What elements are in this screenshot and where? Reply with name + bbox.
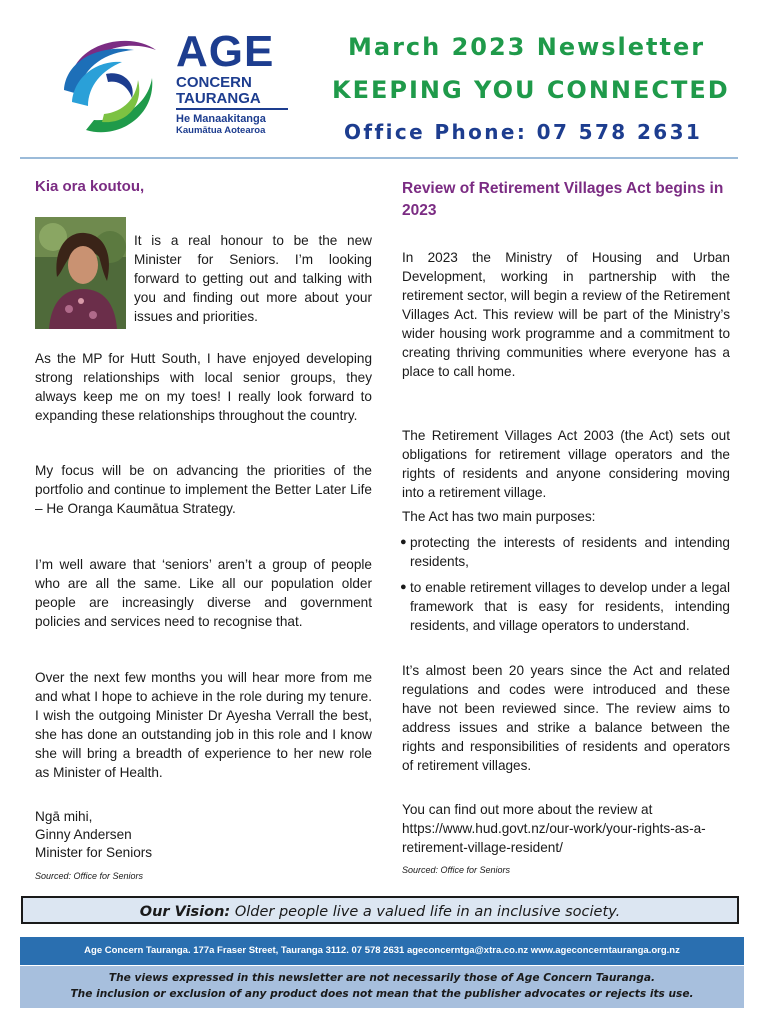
source-note: Sourced: Office for Seniors [402,865,511,875]
org-maori-name-line1: He Manaakitanga [176,113,266,125]
greeting-heading: Kia ora koutou, [35,178,145,195]
disclaimer-line: The inclusion or exclusion of any product does not mean that the publisher advocates or rejects its use. [70,988,694,1000]
bullet-icon: ● [400,536,407,548]
right-paragraph: The Act has two main purposes: [402,509,596,524]
left-paragraph: Over the next few months you will hear more from me and what I hope to achieve in the role during my tenure. I wish the outgoing Minister Dr Ayesha Verrall the best, she has done an outstanding job in this role and I know she will bring a breadth of experience to her new role as Minister of Health. [35,670,372,780]
list-item-text: protecting the interests of residents and intending residents, [410,535,730,569]
bullet-icon: ● [400,581,407,593]
vision-label: Our Vision: [139,904,231,920]
right-paragraph: It’s almost been 20 years since the Act and related regulations and codes were introduced and these have not been reviewed since. The review aims to address issues and strike a balance between the rights and responsibilities of residents and operators of retirement villages. [402,663,730,773]
newsletter-title: March 2023 Newsletter [348,33,706,61]
article-heading: Review of Retirement Villages Act begins in 2023 [402,180,724,219]
left-paragraph: I’m well aware that ‘seniors’ aren’t a group of people who are all the same. Like all our population older people are increasingly diverse and government policies and services need to recognise that. [35,557,372,629]
signatory-name: Ginny Andersen [35,827,132,842]
org-name-tauranga: TAURANGA [176,90,261,107]
disclaimer-line: The views expressed in this newsletter are not necessarily those of Age Concern Tauranga. [108,972,656,984]
source-note: Sourced: Office for Seniors [35,871,144,881]
right-paragraph: The Retirement Villages Act 2003 (the Act) sets out obligations for retirement village operators and the rights of residents and anyone considering moving into a retirement village. [402,428,730,500]
left-paragraph: As the MP for Hutt South, I have enjoyed developing strong relationships with local senior groups, they always keep me on my toes! I really look forward to expanding these relationships throughout the country. [35,351,372,423]
list-item [400,533,730,571]
org-name-age: AGE [176,27,275,76]
office-phone: Office Phone: 07 578 2631 [344,120,703,144]
org-name-concern: CONCERN [176,74,252,91]
review-link-paragraph[interactable]: You can find out more about the review at https://www.hud.govt.nz/our-work/your-rights-as-a-retirement-village-resident/ [402,802,706,855]
vision-text: Older people live a valued life in an inclusive society. [234,904,621,920]
org-maori-name-line2: Kaumātua Aotearoa [176,125,266,136]
list-item [400,578,730,635]
logo-divider [176,108,288,110]
newsletter-subtitle: KEEPING YOU CONNECTED [332,76,730,104]
minister-portrait [35,217,126,329]
intro-paragraph: It is a real honour to be the new Minister for Seniors. I’m looking forward to getting out and talking with you and finding out more about your issues and priorities. [134,233,372,324]
left-paragraph: My focus will be on advancing the priorities of the portfolio and continue to implement the Better Later Life – He Oranga Kaumātua Strategy. [35,463,372,516]
contact-bar: Age Concern Tauranga. 177a Fraser Street, Tauranga 3112. 07 578 2631 ageconcerntga@xtra.co.nz www.ageconcerntauranga.org.nz [20,937,744,965]
disclaimer-box [20,966,744,1008]
right-paragraph: In 2023 the Ministry of Housing and Urban Development, working in partnership with the retirement sector, will begin a review of the Retirement Villages Act. This review will be part of the Ministry’s wider housing work programme and a commitment to creating thriving communities where everyone has a place to call home. [402,250,730,379]
age-concern-logo-icon [52,30,172,140]
signoff: Ngā mihi, [35,809,93,824]
header-divider [20,157,738,159]
list-item-text: to enable retirement villages to develop under a legal framework that is easy for residents, intending residents, and village operators to understand. [410,580,730,633]
vision-box [21,896,739,924]
signatory-role: Minister for Seniors [35,845,153,860]
